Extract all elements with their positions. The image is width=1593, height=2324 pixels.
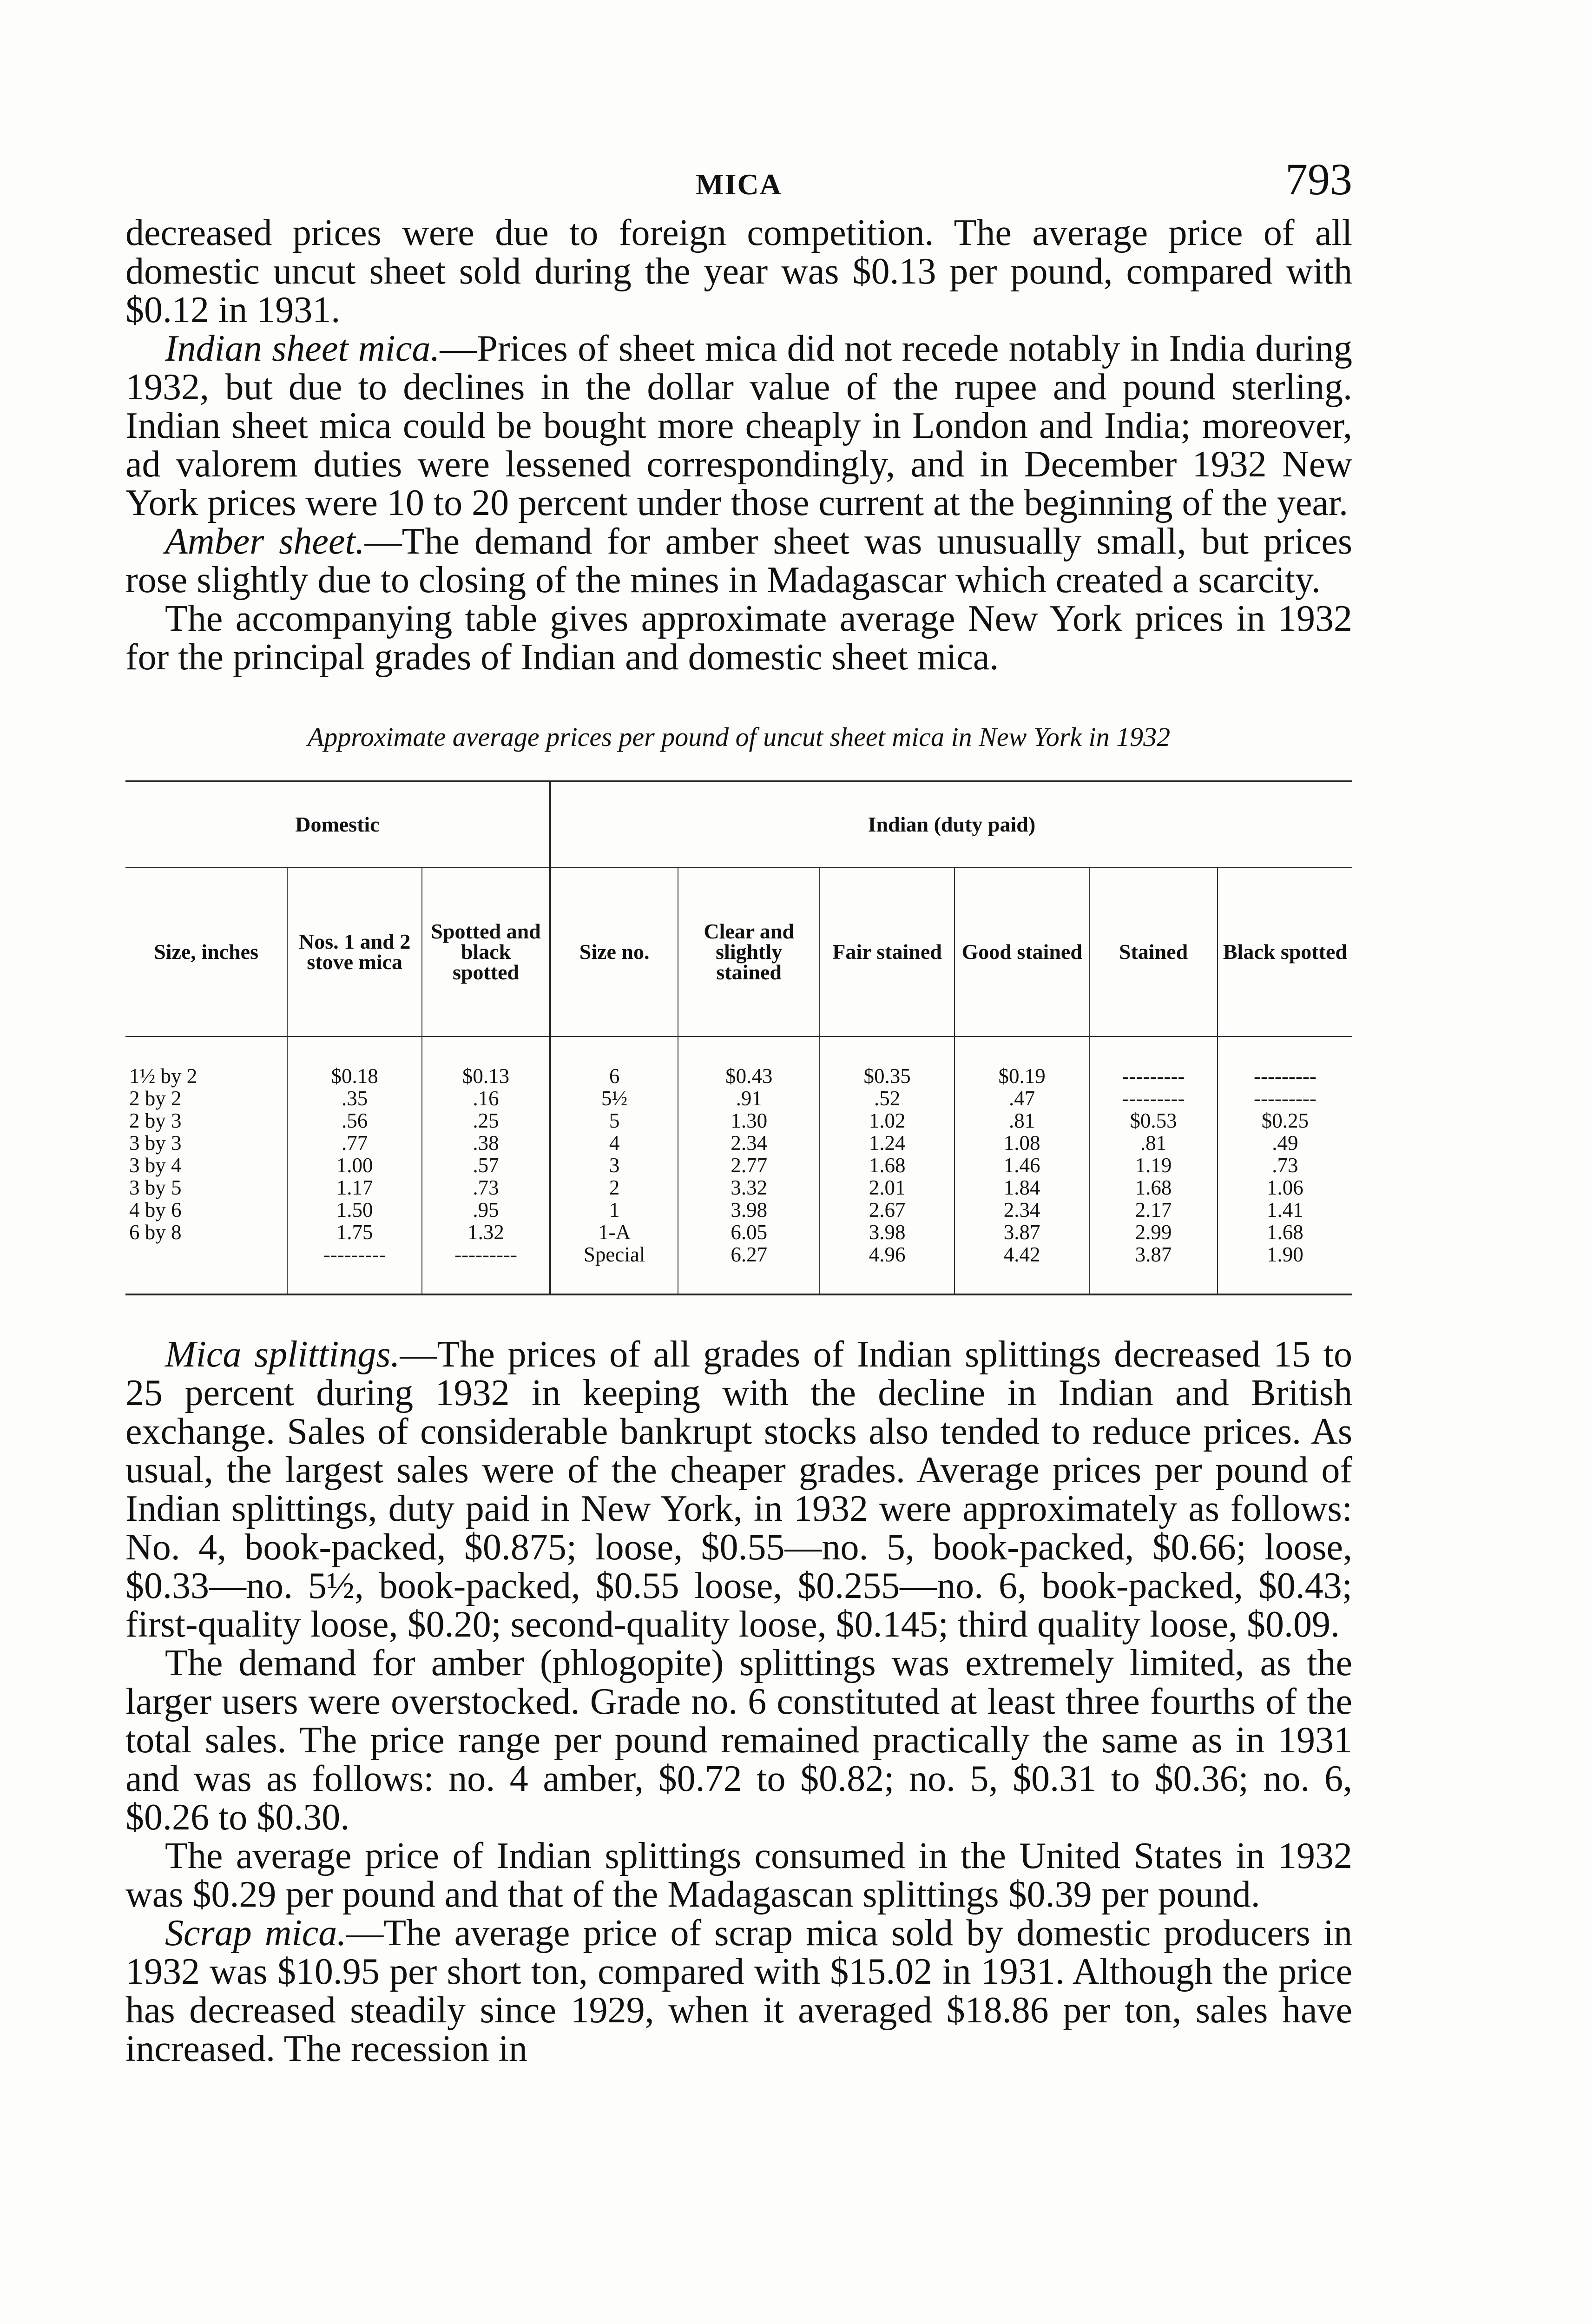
table-cell: 4.42	[954, 1243, 1089, 1294]
table-cell: 1.68	[820, 1154, 954, 1176]
table-cell: .95	[422, 1199, 550, 1221]
table-cell: 1.90	[1218, 1243, 1352, 1294]
running-title: MICA	[696, 168, 782, 201]
table-cell: 3 by 5	[129, 1176, 182, 1199]
table-row	[125, 1221, 1352, 1243]
table-cell: $0.19	[954, 1037, 1089, 1087]
paragraph-average-price: The average price of Indian splittings consumed in the United States in 1932 was $0.29 per pound and that of the Madagascan splittings $0.39 per pound.	[125, 1835, 1352, 1915]
table-cell: 6.27	[678, 1243, 820, 1294]
table-cell: 1	[550, 1199, 678, 1221]
column-header: Fair stained	[820, 867, 954, 1037]
table-cell: 2.01	[820, 1176, 954, 1199]
table-cell: 3.98	[678, 1199, 820, 1221]
table-cell: 3.98	[820, 1221, 954, 1243]
table-cell: 3.32	[678, 1176, 820, 1199]
table-cell: ---------	[1089, 1087, 1218, 1109]
table-cell: .73	[1218, 1154, 1352, 1176]
table-cell: 3	[550, 1154, 678, 1176]
column-header: Size no.	[550, 867, 678, 1037]
table-cell: 2.67	[820, 1199, 954, 1221]
table-cell: 2.34	[678, 1132, 820, 1154]
table-cell: 1.30	[678, 1109, 820, 1132]
column-header: Stained	[1089, 867, 1218, 1037]
table-cell: 1.75	[287, 1221, 422, 1243]
table-cell: .49	[1218, 1132, 1352, 1154]
table-cell: 2.77	[678, 1154, 820, 1176]
table-column-header-row	[125, 867, 1352, 1037]
table-cell: 5	[550, 1109, 678, 1132]
paragraph-text: —The average price of scrap mica sold by domestic producers in 1932 was $10.95 per short ton, compared with $15.02 in 1931. Although the price has decreased steadily since 1929, when it averaged $18.86 per ton, sales have increased. The recession in	[125, 1913, 1353, 2069]
table-caption: Approximate average prices per pound of uncut sheet mica in New York in 1932	[307, 722, 1171, 752]
table-group-header-row	[125, 781, 1352, 867]
run-in-heading: Mica splittings.	[165, 1334, 400, 1375]
table-cell: .73	[422, 1176, 550, 1199]
group-header-domestic: Domestic	[125, 781, 550, 867]
table-cell: 1.46	[954, 1154, 1089, 1176]
table-row	[125, 1154, 1352, 1176]
table-cell: 5½	[550, 1087, 678, 1109]
table-cell: 3.87	[1089, 1243, 1218, 1294]
table-cell: $0.18	[287, 1037, 422, 1087]
table-cell: .77	[287, 1132, 422, 1154]
paragraph-indian-sheet	[125, 330, 1352, 522]
table-cell: .52	[820, 1087, 954, 1109]
table-cell: 1-A	[550, 1221, 678, 1243]
column-header: Spotted and black spotted	[422, 867, 550, 1037]
page	[125, 153, 1352, 2068]
table-cell: Special	[550, 1243, 678, 1294]
page-number: 793	[1285, 154, 1352, 204]
table-cell: 2.17	[1089, 1199, 1218, 1221]
table-cell: 1.24	[820, 1132, 954, 1154]
table-cell: .81	[1089, 1132, 1218, 1154]
table-cell: .56	[287, 1109, 422, 1132]
group-header-indian: Indian (duty paid)	[550, 781, 1352, 867]
table-row	[125, 1109, 1352, 1132]
table-cell: .47	[954, 1087, 1089, 1109]
table-cell: $0.53	[1089, 1109, 1218, 1132]
table-cell: 2.99	[1089, 1221, 1218, 1243]
column-header: Size, inches	[125, 867, 287, 1037]
table-cell: ---------	[1089, 1037, 1218, 1087]
table-cell: .16	[422, 1087, 550, 1109]
paragraph-mica-splittings	[125, 1335, 1352, 1644]
paragraph-text: —Prices of sheet mica did not recede notably in India during 1932, but due to declines in the dollar value of the rupee and pound sterling. Indian sheet mica could be bought more cheaply in London and India; moreover, ad valorem duties were lessened correspondingly, and in December 1932 New York prices were 10 to 20 percent under those current at the beginning of the year.	[125, 328, 1353, 523]
table-cell: .57	[422, 1154, 550, 1176]
table-cell: ---------	[1218, 1087, 1352, 1109]
run-in-heading: Amber sheet.	[165, 521, 365, 562]
table-row	[125, 1087, 1352, 1109]
table-cell: $0.35	[820, 1037, 954, 1087]
table-cell: 2.34	[954, 1199, 1089, 1221]
table-cell: 3.87	[954, 1221, 1089, 1243]
paragraph-text: —The prices of all grades of Indian splittings decreased 15 to 25 percent during 1932 in keeping with the decline in Indian and British exchange. Sales of considerable bankrupt stocks also tended to reduce prices. As usual, the largest sales were of the cheaper grades. Average prices per pound of Indian splittings, duty paid in New York, in 1932 were approximately as follows: No. 4, book-packed, $0.875; loose, $0.55—no. 5, book-packed, $0.66; loose, $0.33—no. 5½, book-packed, $0.55 loose, $0.255—no. 6, book-packed, $0.43; first-quality loose, $0.20; second-quality loose, $0.145; third quality loose, $0.09.	[125, 1334, 1353, 1645]
column-header: Clear and slightly stained	[678, 867, 820, 1037]
table-row	[125, 1199, 1352, 1221]
table-cell: 6.05	[678, 1221, 820, 1243]
run-in-heading: Scrap mica.	[165, 1913, 347, 1954]
table-cell: ---------	[1218, 1037, 1352, 1087]
column-header: Black spotted	[1218, 867, 1352, 1037]
table-cell: 1.68	[1218, 1221, 1352, 1243]
table-cell: 1.02	[820, 1109, 954, 1132]
table-row	[125, 1243, 1352, 1294]
table-cell: 1.32	[422, 1221, 550, 1243]
table-cell: 1.06	[1218, 1176, 1352, 1199]
table-cell	[125, 1243, 287, 1294]
paragraph-table-intro: The accompanying table gives approximate average New York prices in 1932 for the principal grades of Indian and domestic sheet mica.	[125, 598, 1352, 678]
table-cell: .35	[287, 1087, 422, 1109]
table-cell: 1.00	[287, 1154, 422, 1176]
table-cell: 4.96	[820, 1243, 954, 1294]
table-cell: 6 by 8	[129, 1221, 182, 1244]
paragraph-domestic-prices: decreased prices were due to foreign competition. The average price of all domestic uncut sheet sold during the year was $0.13 per pound, compared with $0.12 in 1931.	[125, 212, 1352, 330]
prices-table	[125, 780, 1352, 1295]
table-cell: 2 by 3	[129, 1109, 182, 1132]
table-cell: 1.19	[1089, 1154, 1218, 1176]
table-cell: 4 by 6	[129, 1198, 182, 1221]
table-cell: 1.50	[287, 1199, 422, 1221]
paragraph-amber-splittings: The demand for amber (phlogopite) splittings was extremely limited, as the larger users were overstocked. Grade no. 6 constituted at least three fourths of the total sales. The price range per pound remained practically the same as in 1931 and was as follows: no. 4 amber, $0.72 to $0.82; no. 5, $0.31 to $0.36; no. 6, $0.26 to $0.30.	[125, 1643, 1352, 1838]
table-cell: 1.41	[1218, 1199, 1352, 1221]
page-header	[125, 153, 1352, 214]
table-cell: 4	[550, 1132, 678, 1154]
column-header: Good stained	[954, 867, 1089, 1037]
table-cell: .25	[422, 1109, 550, 1132]
table-cell: 3 by 4	[129, 1154, 182, 1177]
paragraph-amber-sheet	[125, 522, 1352, 600]
table-cell: .38	[422, 1132, 550, 1154]
table-cell: 1.08	[954, 1132, 1089, 1154]
table-cell: $0.43	[678, 1037, 820, 1087]
table-cell: ---------	[422, 1243, 550, 1294]
run-in-heading: Indian sheet mica.	[165, 328, 440, 369]
table-row	[125, 1132, 1352, 1154]
table-cell: $0.25	[1218, 1109, 1352, 1132]
table-cell: .81	[954, 1109, 1089, 1132]
table-cell: .91	[678, 1087, 820, 1109]
paragraph-text: —The demand for amber sheet was unusually small, but prices rose slightly due to closing of the mines in Madagascar which created a scarcity.	[125, 521, 1352, 601]
table-cell: $0.13	[422, 1037, 550, 1087]
table-row	[125, 1176, 1352, 1199]
table-cell: 1.84	[954, 1176, 1089, 1199]
table-cell: 3 by 3	[129, 1131, 182, 1155]
paragraph-scrap-mica	[125, 1914, 1352, 2068]
table-cell: 1.17	[287, 1176, 422, 1199]
table-cell: ---------	[287, 1243, 422, 1294]
table-cell: 1.68	[1089, 1176, 1218, 1199]
table-cell: 2	[550, 1176, 678, 1199]
column-header: Nos. 1 and 2 stove mica	[287, 867, 422, 1037]
table-row	[125, 1037, 1352, 1087]
table-cell: 2 by 2	[129, 1087, 182, 1110]
table-cell: 6	[550, 1037, 678, 1087]
table-cell: 1½ by 2	[129, 1064, 197, 1088]
